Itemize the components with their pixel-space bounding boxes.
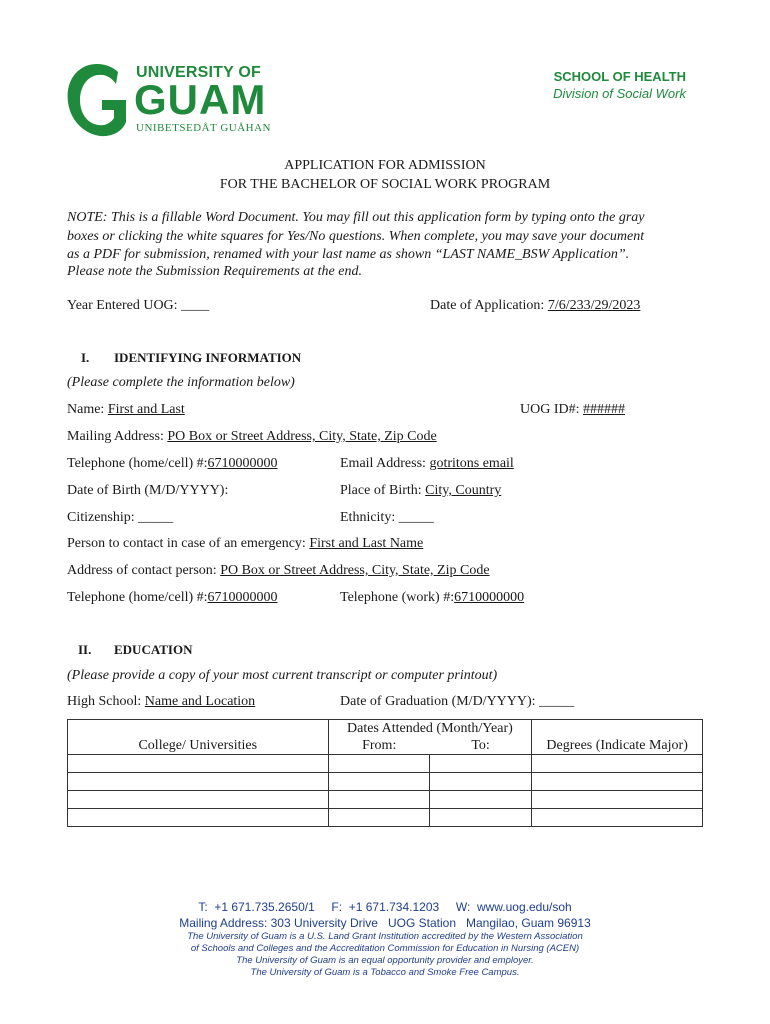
footer-note2: of Schools and Colleges and the Accreditation Commission for Education in Nursing (ACEN): [190, 943, 580, 954]
guam-g-logo-icon: [66, 62, 130, 140]
uog-id-field[interactable]: ######: [583, 402, 625, 417]
title-line2: FOR THE BACHELOR OF SOCIAL WORK PROGRAM: [219, 177, 551, 192]
table-row: [68, 809, 703, 827]
work-telephone-row: [340, 590, 524, 606]
division-name: Division of Social Work: [553, 86, 686, 101]
uog-id-row: [520, 402, 625, 418]
year-entered-label: Year Entered UOG:: [67, 298, 182, 313]
logo-line2: GUAM: [134, 76, 267, 123]
pob-row: [340, 483, 501, 499]
date-application-field[interactable]: 7/6/233/29/2023: [547, 298, 641, 313]
from-cell[interactable]: [328, 791, 430, 809]
college-cell[interactable]: [68, 755, 329, 773]
graduation-field[interactable]: _____: [539, 694, 575, 709]
college-cell[interactable]: [68, 791, 329, 809]
note-line1: NOTE: This is a fillable Word Document. You may fill out this application form by typing onto the gray: [67, 210, 645, 225]
contact-address-label: Address of contact person:: [67, 563, 221, 578]
pob-label: Place of Birth:: [340, 483, 426, 498]
contact-telephone-field[interactable]: 6710000000: [207, 590, 278, 605]
college-cell[interactable]: [68, 773, 329, 791]
citizenship-field[interactable]: _____: [138, 510, 174, 525]
section1-title: IDENTIFYING INFORMATION: [114, 350, 302, 365]
name-field[interactable]: First and Last: [107, 402, 185, 417]
date-application-label: Date of Application:: [430, 298, 548, 313]
pob-field[interactable]: City, Country: [425, 483, 502, 498]
name-row: [67, 402, 185, 418]
high-school-label: High School:: [67, 694, 145, 709]
high-school-row: [67, 694, 255, 710]
footer-note1: The University of Guam is a U.S. Land Grant Institution accredited by the Western Association: [187, 931, 583, 942]
school-name: SCHOOL OF HEALTH: [553, 69, 686, 84]
email-row: [340, 456, 514, 472]
contact-address-field[interactable]: PO Box or Street Address, City, State, Zip Code: [220, 563, 490, 578]
work-telephone-field[interactable]: 6710000000: [454, 590, 525, 605]
contact-address-row: [67, 563, 490, 579]
note-line4: Please note the Submission Requirements at the end.: [67, 264, 362, 279]
telephone-row: [67, 456, 278, 472]
graduation-label: Date of Graduation (M/D/YYYY):: [340, 694, 540, 709]
degree-cell[interactable]: [532, 773, 703, 791]
footer-mailing: Mailing Address: 303 University Drive UOG Station Mangilao, Guam 96913: [179, 916, 591, 930]
note-line2: boxes or clicking the white squares for Yes/No questions. When complete, you may save your document: [67, 229, 645, 244]
mailing-field[interactable]: PO Box or Street Address, City, State, Zip Code: [167, 429, 437, 444]
name-label: Name:: [67, 402, 108, 417]
to-cell[interactable]: [430, 791, 532, 809]
footer-note4: The University of Guam is a Tobacco and Smoke Free Campus.: [250, 967, 520, 978]
from-cell[interactable]: [328, 809, 430, 827]
college-header: College/ Universities: [68, 720, 329, 755]
mailing-row: [67, 429, 437, 445]
table-row: [68, 773, 703, 791]
to-cell[interactable]: [430, 809, 532, 827]
year-entered-field[interactable]: ____: [181, 298, 210, 313]
email-field[interactable]: gotritons email: [429, 456, 514, 471]
high-school-field[interactable]: Name and Location: [144, 694, 256, 709]
citizenship-label: Citizenship:: [67, 510, 139, 525]
year-entered: [67, 298, 209, 314]
degree-cell[interactable]: [532, 755, 703, 773]
contact-telephone-row: [67, 590, 278, 606]
section2-title: EDUCATION: [114, 642, 193, 657]
logo-line3: UNIBETSEDÅT GUÅHAN: [136, 122, 271, 134]
citizenship-row: [67, 510, 173, 526]
footer-note3: The University of Guam is an equal opportunity provider and employer.: [236, 955, 534, 966]
from-header: From:: [328, 737, 430, 755]
from-cell[interactable]: [328, 755, 430, 773]
university-logo: [66, 62, 276, 142]
to-cell[interactable]: [430, 755, 532, 773]
uog-id-label: UOG ID#:: [520, 402, 583, 417]
logo-line1: UNIVERSITY OF: [136, 64, 261, 81]
table-row: [68, 791, 703, 809]
ethnicity-field[interactable]: _____: [398, 510, 434, 525]
degree-cell[interactable]: [532, 809, 703, 827]
to-header: To:: [430, 737, 532, 755]
date-of-application: [430, 298, 640, 314]
degrees-header: Degrees (Indicate Major): [532, 720, 703, 755]
section1-instruction: (Please complete the information below): [67, 375, 295, 390]
telephone-field[interactable]: 6710000000: [207, 456, 278, 471]
dates-attended-header: Dates Attended (Month/Year): [328, 720, 532, 738]
section2-number: II.: [78, 642, 92, 657]
dob-label: Date of Birth (M/D/YYYY):: [67, 483, 229, 498]
work-telephone-label: Telephone (work) #:: [340, 590, 455, 605]
note-line3: as a PDF for submission, renamed with your last name as shown “LAST NAME_BSW Application”.: [67, 247, 630, 262]
emergency-row: [67, 536, 423, 552]
education-table: [67, 719, 703, 827]
emergency-label: Person to contact in case of an emergency:: [67, 536, 310, 551]
mailing-label: Mailing Address:: [67, 429, 168, 444]
to-cell[interactable]: [430, 773, 532, 791]
from-cell[interactable]: [328, 773, 430, 791]
email-label: Email Address:: [340, 456, 430, 471]
section1-number: I.: [81, 350, 90, 365]
section2-instruction: (Please provide a copy of your most current transcript or computer printout): [67, 668, 498, 683]
telephone-label: Telephone (home/cell) #:: [67, 456, 208, 471]
table-row: [68, 755, 703, 773]
college-cell[interactable]: [68, 809, 329, 827]
emergency-field[interactable]: First and Last Name: [309, 536, 424, 551]
footer-contact: T: +1 671.735.2650/1 F: +1 671.734.1203 W: www.uog.edu/soh: [198, 900, 572, 914]
graduation-row: [340, 694, 574, 710]
ethnicity-label: Ethnicity:: [340, 510, 399, 525]
title-line1: APPLICATION FOR ADMISSION: [284, 158, 486, 173]
degree-cell[interactable]: [532, 791, 703, 809]
ethnicity-row: [340, 510, 434, 526]
contact-telephone-label: Telephone (home/cell) #:: [67, 590, 208, 605]
